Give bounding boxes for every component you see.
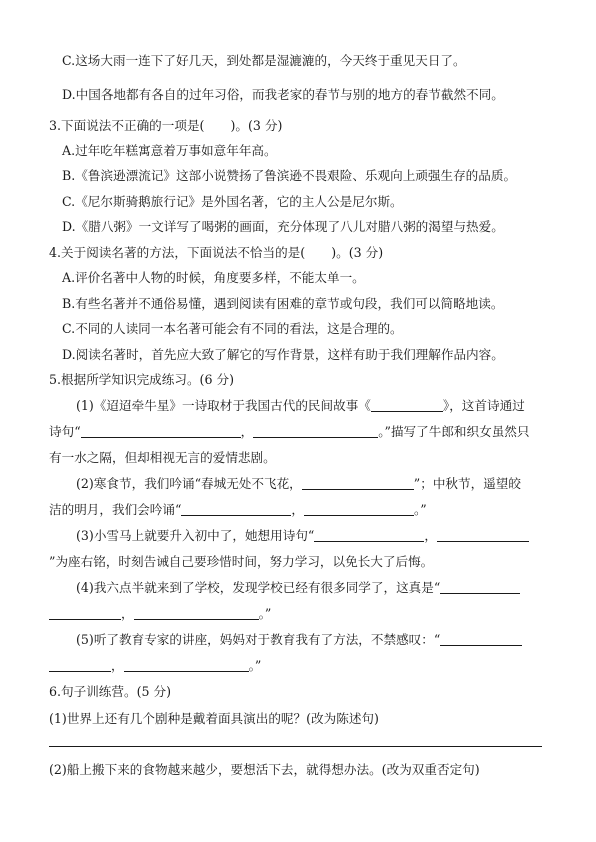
q5-item2-line2 [49,501,427,519]
q5-stem: 5.根据所学知识完成练习。(6 分) [49,372,234,387]
q4-option-c: C.不同的人读同一本名著可能会有不同的看法，这是合理的。 [62,321,403,336]
q3-stem-score: )。(3 分) [230,118,283,133]
q5-item1-text-b: 》，这首诗通过 [442,398,525,413]
q5-item4-line2 [49,605,271,623]
q5-item4-blank-2[interactable] [49,606,121,620]
q5-item2-line1 [76,475,521,493]
q5-item5-blank-1[interactable] [440,632,522,646]
q6-stem: 6.句子训练营。(5 分) [49,684,172,699]
q5-item1-text-c: 诗句“ [49,424,81,439]
q5-item2-blank-3[interactable] [304,502,414,516]
q5-item5-line2 [49,657,261,675]
q5-item5-line1 [76,631,522,649]
q5-item1-blank-2[interactable] [253,424,378,438]
q4-option-b: B.有些名著并不通俗易懂，遇到阅读有困难的章节或句段，我们可以简略地读。 [62,296,504,311]
q5-item4-end: 。” [258,606,272,621]
q5-item1-blank-1[interactable] [81,424,241,438]
q3-option-b: B.《鲁滨逊漂流记》这部小说赞扬了鲁滨逊不畏艰险、乐观向上顽强生存的品质。 [62,168,517,183]
q6-sentence-2: (2)船上搬下来的食物越来越少，要想活下去，就得想办法。(改为双重否定句) [49,762,480,777]
q5-item4-text-a: (4)我六点半就来到了学校，发现学校已经有很多同学了，这真是“ [76,580,441,595]
q3-stem-text: 3.下面说法不正确的一项是( [49,118,205,133]
q5-item3-line2: ”为座右铭，时刻告诫自己要珍惜时间，努力学习，以免长大了后悔。 [49,554,434,569]
q5-item1-line3: 有一水之隔，但却相视无言的爱情悲剧。 [49,450,276,465]
q5-item5-text-a: (5)听了教育专家的讲座，妈妈对于教育我有了方法，不禁感叹：“ [76,632,441,647]
q4-option-a: A.评价名著中人物的时候，角度要多样，不能太单一。 [62,270,365,285]
q5-item3-blank-2[interactable] [437,528,529,542]
q5-item4-blank-1[interactable] [440,580,520,594]
q4-stem [49,244,383,262]
q4-stem-text: 4.关于阅读名著的方法，下面说法不恰当的是( [49,245,306,260]
q3-option-a: A.过年吃年糕寓意着万事如意年年高。 [62,143,277,158]
q5-item1-comma: ， [240,424,254,439]
q3-option-c: C.《尼尔斯骑鹅旅行记》是外国名著，它的主人公是尼尔斯。 [62,194,403,209]
q5-item4-blank-3[interactable] [134,606,259,620]
q5-item2-text-e: 。” [413,502,427,517]
q5-item1-line2 [49,423,530,441]
q5-item2-text-c: 洁的明月，我们会吟诵“ [49,502,182,517]
q5-item3-comma: ， [424,528,437,543]
q5-item2-text-b: ”；中秋节，遥望皎 [413,476,521,491]
q5-item5-blank-3[interactable] [124,658,249,672]
q5-item3-text-a: (3)小雪马上就要升入初中了，她想用诗句“ [76,528,315,543]
q5-item2-text-a: (2)寒食节，我们吟诵“春城无处不飞花， [76,476,302,491]
q5-item3-line1 [76,527,529,545]
q3-stem [49,117,282,135]
q5-item4-comma: ， [121,606,134,621]
q2-option-c: C.这场大雨一连下了好几天，到处都是湿漉漉的，今天终于重见天日了。 [62,53,466,68]
q6-answer-line-1[interactable] [49,746,542,747]
q5-item2-blank-1[interactable] [302,476,414,490]
q4-stem-score: )。(3 分) [331,245,384,260]
q5-item4-line1 [76,579,520,597]
q6-sentence-1: (1)世界上还有几个剧种是戴着面具演出的呢？(改为陈述句) [49,711,379,726]
q3-option-d: D.《腊八粥》一文详写了喝粥的画面，充分体现了八儿对腊八粥的渴望与热爱。 [62,219,504,234]
q5-item1-text-a: (1)《迢迢牵牛星》一诗取材于我国古代的民间故事《 [76,398,371,413]
q5-item1-blank-story[interactable] [371,398,443,412]
q5-item5-comma: ， [111,658,124,673]
q5-item5-end: 。” [248,658,262,673]
q2-option-d: D.中国各地都有各自的过年习俗，而我老家的春节与别的地方的春节截然不同。 [62,87,504,102]
q5-item3-blank-1[interactable] [314,528,424,542]
q5-item1-line1 [76,397,525,415]
q4-option-d: D.阅读名著时，首先应大致了解它的写作背景，这样有助于我们理解作品内容。 [62,347,504,362]
q5-item2-blank-2[interactable] [181,502,291,516]
q5-item2-comma: ， [291,502,304,517]
q5-item5-blank-2[interactable] [49,658,111,672]
q5-item1-text-e: 。”描写了牛郎和织女虽然只 [378,424,530,439]
